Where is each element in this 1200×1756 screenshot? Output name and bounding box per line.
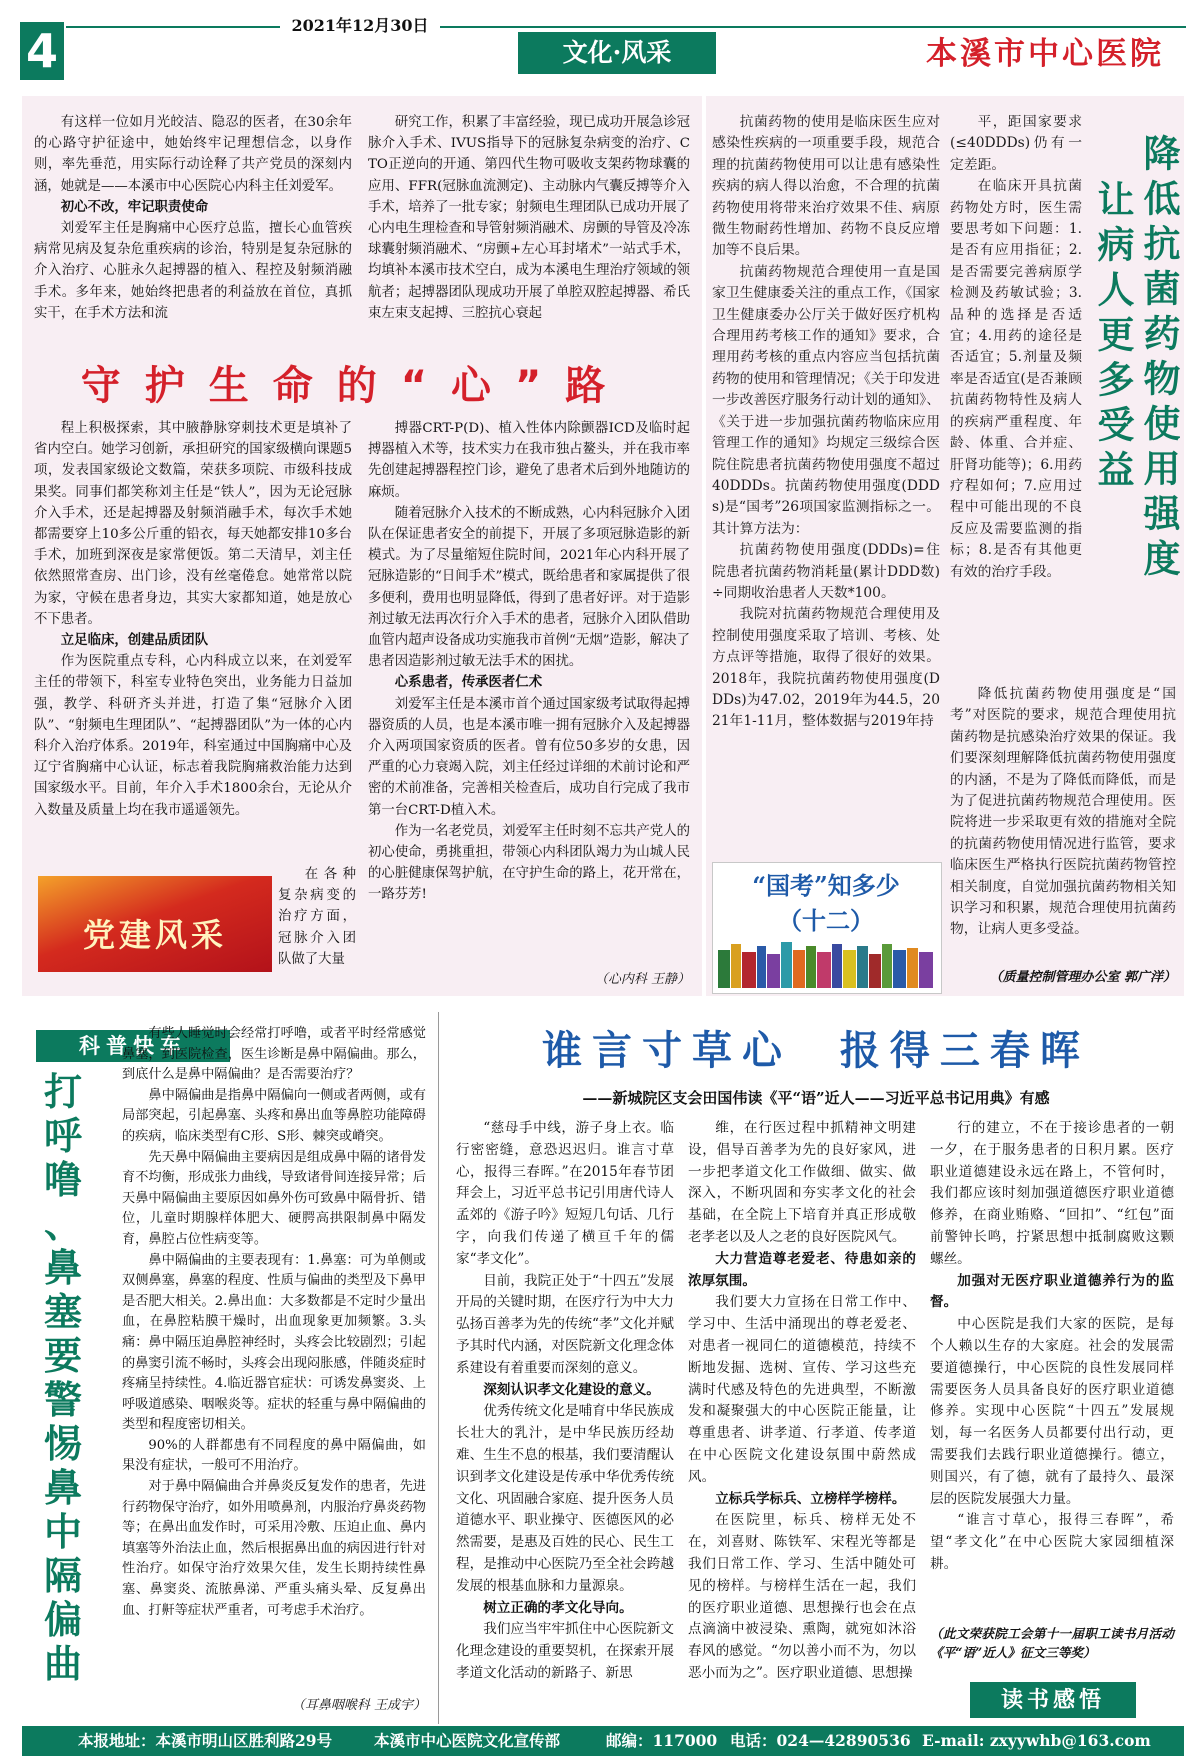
paragraph: “谁言寸草心，报得三春晖”，希望“孝文化”在中心医院大家园细植深耕。 bbox=[930, 1512, 1174, 1572]
s1-byline: （心内科 王静） bbox=[594, 972, 690, 987]
s4-col2 bbox=[688, 1118, 916, 1716]
book bbox=[806, 946, 816, 988]
book bbox=[793, 950, 805, 988]
header-rule bbox=[66, 26, 1186, 28]
book bbox=[843, 950, 856, 988]
s4-col1 bbox=[456, 1118, 674, 1716]
paragraph: 目前，我院正处于“十四五”发展开局的关键时期，在医疗行为中大力弘扬百善孝为先的传统“孝”文化并赋予其时代内涵，对医院新文化理念体系建设有着重要而深刻的意义。 bbox=[456, 1272, 674, 1376]
headline-char: 隔 bbox=[43, 1554, 82, 1598]
book bbox=[817, 952, 831, 988]
paragraph: 在医院里，标兵、榜样无处不在，刘喜财、陈铁军、宋程光等都是我们日常工作、学习、生活中随处可见的榜样。与榜样生活在一起，我们的医疗职业道德、思想操行也会在点点滴滴中被浸染、熏陶，就宛如沐浴春风的感觉。“勿以善小而不为，勿以恶小而为之”。医疗职业道德、思想操 bbox=[688, 1512, 916, 1681]
subhead: 初心不改，牢记职责使命 bbox=[60, 198, 209, 215]
paragraph: 作为一名老党员，刘爱军主任时刻不忘共产党人的初心使命，勇挑重担，带领心内科团队竭力为山城人民的心脏健康保驾护航，在守护生命的路上，花开常在，一路芬芳! bbox=[368, 823, 690, 903]
headline-char: 鼻 bbox=[43, 1466, 82, 1510]
headline-char: 打 bbox=[43, 1070, 82, 1114]
s1-headline: 守护生命的“心”路 bbox=[80, 363, 630, 409]
subhead: 立足临床，创建品质团队 bbox=[60, 632, 209, 649]
headline-char: 要 bbox=[43, 1334, 82, 1378]
paragraph: 中心医院是我们大家的医院，是每个人赖以生存的大家庭。社会的发展需要道德操行，中心医院的良性发展同样需要医务人员具备良好的医疗职业道德修养。实现中心医院“十四五”发展规划，每一名医务人员都要付出行动，更需要我们去践行职业道德操行。德立，则国兴，有了德，就有了最持久、最深层的医院发展强大力量。 bbox=[930, 1316, 1174, 1507]
headline-char: 惕 bbox=[43, 1422, 82, 1466]
s1-col1-tail bbox=[278, 864, 356, 984]
s4-col3 bbox=[930, 1118, 1174, 1618]
party-banner-text: 党建风采 bbox=[82, 916, 227, 954]
s4-headline: 谁言寸草心 报得三春晖 bbox=[542, 1028, 1090, 1074]
headline-char: 塞 bbox=[43, 1290, 82, 1334]
paragraph: 随着冠脉介入技术的不断成熟，心内科冠脉介入团队在保证患者安全的前提下，开展了多项冠脉造影的新模式。为了尽量缩短住院时间，2021年心内科开展了冠脉造影的“日间手术”模式，既给患者和家属提供了很多便利，费用也明显降低，得到了患者好评。对于造影剂过敏无法再次行介入手术的患者，冠脉介入团队借助血管内超声设备成功实施我市首例“无烟”造影，解决了患者因造影剂过敏无法手术的困扰。 bbox=[368, 505, 690, 670]
s1-col2-mid bbox=[368, 418, 690, 966]
paragraph: 作为医院重点专科，心内科成立以来，在刘爱军主任的带领下，科室专业特色突出，业务能力日益加强，教学、科研齐头并进，打造了集“冠脉介入团队”、“射频电生理团队”、“起搏器团队”为一体的心内科介入治疗体系。2019年，科室通过中国胸痛中心及辽宁省胸痛中心认证，标志着我院胸痛救治能力达到国家级水平。目前，年介入手术1800余台，无论从介入数量及质量上均在我市遥遥领先。 bbox=[34, 654, 352, 818]
headline-char: 呼 bbox=[43, 1114, 82, 1158]
book bbox=[907, 948, 918, 988]
paragraph: 在临床开具抗菌药物处方时，医生需要思考如下问题：1.是否有应用指征；2.是否需要完善病原学检测及药敏试验；3.品种的选择是否适宜；4.用药的途径是否适宜；5.剂量及频率是否适宜(是否兼顾抗菌药物特性及病人的疾病严重程度、年龄、体重、合并症、肝肾功能等)；6.用药疗程如何；7.应用过程中可能出现的不良反应及需要监测的指标；8.是否有其他更有效的治疗手段。 bbox=[950, 178, 1082, 580]
paragraph: 先天鼻中隔偏曲主要病因是组成鼻中隔的诸骨发育不均衡，形成张力曲线，导致诸骨间连接异常；后天鼻中隔偏曲主要原因如鼻外伤可致鼻中隔骨折、错位，儿童时期腺样体肥大、硬腭高拱限制鼻中隔发育，鼻腔占位性病变等。 bbox=[122, 1149, 426, 1247]
section-title: 文化·风采 bbox=[562, 38, 672, 67]
headline-char: 噜 bbox=[43, 1158, 82, 1202]
paragraph: 维，在行医过程中抓精神文明建设，倡导百善孝为先的良好家风，进一步把孝道文化工作做细、做实、做深入，不断巩固和夯实孝文化的社会基础，在全院上下培育并真正形成敬老孝老以及人之老的良好医院风气。 bbox=[688, 1120, 916, 1245]
s2-headline-line2: 让病人更多受益 bbox=[1091, 180, 1134, 495]
books-illustration bbox=[716, 940, 936, 988]
book bbox=[869, 954, 881, 988]
paragraph: 行的建立，不在于接诊患者的一朝一夕，在于服务患者的日积月累。医疗职业道德建设永远在路上，不管何时，我们都应该时刻加强道德医疗职业道德修养，在商业贿赂、“回扣”、“红包”面前警钟长鸣，拧紧思想中抵制腐败这颗螺丝。 bbox=[930, 1120, 1174, 1267]
paragraph: “慈母手中线，游子身上衣。临行密密缝，意恐迟迟归。谁言寸草心，报得三春晖。”在2015年春节团拜会上，习近平总书记引用唐代诗人孟郊的《游子吟》短短几句话、几行字，向我们传递了横亘千年的儒家“孝文化”。 bbox=[456, 1120, 674, 1267]
s2-col1 bbox=[712, 112, 940, 856]
paragraph: 优秀传统文化是哺育中华民族成长壮大的乳汁，是中华民族历经劫难、生生不息的根基，我们要清醒认识到孝文化建设是传承中华优秀传统文化、巩固融合家庭、提升医务人员道德水平、职业操守、医德医风的必然需要，是惠及百姓的民心、民生工程，是推动中心医院乃至全社会跨越发展的根基血脉和力量源泉。 bbox=[456, 1403, 674, 1594]
paragraph: 抗菌药物的使用是临床医生应对感染性疾病的一项重要手段，规范合理的抗菌药物使用可以让患有感染性疾病的病人得以治愈，不合理的抗菌药物使用将带来治疗效果不佳、病原微生物耐药性增加、药物不良反应增加等不良后果。 bbox=[712, 114, 940, 259]
footer-email: E-mail: zxyywhb@163.com bbox=[922, 1731, 1151, 1750]
paragraph: 研究工作，积累了丰富经验，现已成功开展急诊冠脉介入手术、IVUS指导下的冠脉复杂病变的治疗、CTO正逆向的开通、第四代生物可吸收支架药物球囊的应用、FFR(冠脉血流测定)、主动脉内气囊反搏等介入手术，培养了一批专家；射频电生理团队已成功开展了心内电生理检查和导管射频消融术、房颤的导管及冷冻球囊射频消融术、“房颤+左心耳封堵术”一站式手术，均填补本溪市技术空白，成为本溪电生理治疗领域的领航者；起搏器团队现成功开展了单腔双腔起搏器、希氏束左束支起搏、三腔抗心衰起 bbox=[368, 115, 690, 321]
headline-char: 警 bbox=[43, 1378, 82, 1422]
paragraph: 在各种复杂病变的治疗方面，冠脉介入团队做了大量 bbox=[278, 867, 356, 967]
paragraph: 刘爱军主任是本溪市首个通过国家级考试取得起搏器资质的人员，也是本溪市唯一拥有冠脉介入及起搏器介入两项国家资质的医者。曾有位50多岁的女患，因严重的心力衰竭入院，刘主任经过详细的术前讨论和严密的术前准备，完善相关检查后，成功自行完成了我市第一台CRT-D植入术。 bbox=[368, 696, 690, 818]
subhead: 加强对无医疗职业道德养行为的监督。 bbox=[930, 1272, 1174, 1311]
paragraph: 我们应当牢牢抓住中心医院新文化理念建设的重要契机，在探索开展孝道文化活动的新路子、新思 bbox=[456, 1621, 674, 1681]
footer-address: 本报地址：本溪市明山区胜利路29号 bbox=[78, 1731, 333, 1750]
headline-char: 中 bbox=[43, 1510, 82, 1554]
subhead: 深刻认识孝文化建设的意义。 bbox=[483, 1381, 660, 1398]
paragraph: 程上积极探索，其中腋静脉穿刺技术更是填补了省内空白。她学习创新，承担研究的国家级横向课题5项，发表国家级论文数篇，荣获多项院、市级科技成果奖。同事们都笑称刘主任是“铁人”，因为无论冠脉介入手术，还是起搏器及射频消融手术，每次手术她都需要穿上10多公斤重的铅衣，每天她都安排10多台手术，加班到深夜是家常便饭。第二天清早，刘主任依然照常查房、出门诊，没有丝毫倦怠。她常常以院为家，守候在患者身边，其实大家都知道，她是放心不下患者。 bbox=[34, 421, 352, 627]
book bbox=[767, 954, 780, 988]
headline-char: 偏 bbox=[43, 1598, 82, 1642]
s3-headline bbox=[36, 1070, 90, 1694]
footer-publisher: 本溪市中心医院文化宣传部 bbox=[374, 1731, 561, 1750]
paragraph: 有些人睡觉时会经常打呼噜，或者平时经常感觉鼻塞，到医院检查，医生诊断是鼻中隔偏曲。那么，到底什么是鼻中隔偏曲？是否需要治疗？ bbox=[122, 1026, 426, 1083]
page-number: 4 bbox=[25, 24, 58, 78]
header-date: 2021年12月30日 bbox=[280, 14, 440, 38]
paragraph: 我们要大力宣扬在日常工作中、学习中、生活中涌现出的尊老爱老、对患者一视同仁的道德模范，持续不断地发掘、选树、宣传、学习这些充满时代感及特色的先进典型，不断激发和凝聚强大的中心医院正能量，让尊重患者、讲孝道、行孝道、传孝道在中心医院文化建设氛围中蔚然成风。 bbox=[688, 1294, 916, 1485]
subhead: 立标兵学标兵、立榜样学榜样。 bbox=[715, 1490, 906, 1507]
book bbox=[893, 950, 906, 988]
footer-phone: 电话：024—42890536 bbox=[730, 1731, 911, 1750]
s2-col2b bbox=[950, 684, 1176, 962]
s2-headline-line1: 降低抗菌药物使用强度 bbox=[1137, 134, 1180, 584]
subhead: 大力营造尊老爱老、待患如亲的浓厚氛围。 bbox=[688, 1250, 916, 1289]
headline-char: 鼻 bbox=[43, 1246, 82, 1290]
book bbox=[781, 942, 792, 988]
paragraph: 抗菌药物规范合理使用一直是国家卫生健康委关注的重点工作，《国家卫生健康委办公厅关于做好医疗机构合理用药考核工作的通知》要求，合理用药考核的重点内容应当包括抗菌药物的使用和管理情况；《关于印发进一步改善医疗服务行动计划的通知》、《关于进一步加强抗菌药物临床应用管理工作的通知》均规定三级综合医院住院患者抗菌药物使用强度不超过40DDDs。抗菌药物使用强度(DDDs)是“国考”26项国家监测指标之一。其计算方法为： bbox=[712, 263, 940, 537]
paragraph: 降低抗菌药物使用强度是“国考”对医院的要求，规范合理使用抗菌药物是抗感染治疗效果的保证。我们要深刻理解降低抗菌药物使用强度的内涵，不是为了降低而降低，而是为了促进抗菌药物规范合理使用。医院将进一步采取更有效的措施对全院的抗菌药物使用情况进行监管，要求临床医生严格执行医院抗菌药物管控相关制度，自觉加强抗菌药物相关知识学习和积累，规范合理使用抗菌药物，让病人更多受益。 bbox=[950, 686, 1176, 938]
footer-postcode: 邮编：117000 bbox=[606, 1731, 718, 1750]
subhead: 心系患者，传承医者仁术 bbox=[394, 674, 543, 691]
book bbox=[757, 946, 766, 988]
book bbox=[857, 946, 868, 988]
book bbox=[718, 950, 730, 988]
paragraph: 搏器CRT-P(D)、植入性体内除颤器ICD及临时起搏器植入术等，技术实力在我市独占鳌头，并在我市率先创建起搏器程控门诊，避免了患者术后到外地随访的麻烦。 bbox=[368, 421, 690, 500]
s3-byline: （耳鼻咽喉科 王成宇） bbox=[291, 1698, 426, 1713]
headline-char: 、 bbox=[43, 1202, 82, 1246]
header-bar bbox=[0, 0, 1200, 84]
guokao-number: （十二） bbox=[778, 906, 874, 935]
reading-label: 读书感悟 bbox=[1000, 1687, 1105, 1713]
masthead: 本溪市中心医院 bbox=[926, 36, 1164, 72]
paragraph: 90%的人群都患有不同程度的鼻中隔偏曲，如果没有症状，一般可不用治疗。 bbox=[122, 1437, 426, 1474]
paragraph: 我院对抗菌药物规范合理使用及控制使用强度采取了培训、考核、处方点评等措施，取得了很好的效果。2018年，我院抗菌药物使用强度(DDDs)为47.02，2019年为44.5，2021年1-11月，整体数据与2019年持 bbox=[712, 606, 940, 730]
paragraph: 刘爱军主任是胸痛中心医疗总监，擅长心血管疾病常见病及复杂危重疾病的诊治，特别是复杂冠脉的介入治疗、心脏永久起搏器的植入、程控及射频消融手术。多年来，她始终把患者的利益放在首位，真抓实干，在手术方法和流 bbox=[34, 221, 352, 321]
paragraph: 平，距国家要求(≤40DDDs)仍有一定差距。 bbox=[950, 114, 1082, 173]
s1-col1-top bbox=[34, 112, 352, 344]
paragraph: 鼻中隔偏曲的主要表现有：1.鼻塞：可为单侧或双侧鼻塞，鼻塞的程度、性质与偏曲的类型及下鼻甲是否肥大相关。2.鼻出血：大多数都是不定时少量出血，在鼻腔粘膜干燥时，出血现象更加频繁。3.头痛：鼻中隔压迫鼻腔神经时，头疼会比较剧烈；引起的鼻窦引流不畅时，头疼会出现闷胀感，伴随炎症时疼痛呈持续性。4.临近器官症状：可诱发鼻窦炎、上呼吸道感染、咽喉炎等。症状的轻重与鼻中隔偏曲的类型和程度密切相关。 bbox=[122, 1252, 426, 1433]
book bbox=[832, 944, 842, 988]
guokao-title: “国考”知多少 bbox=[752, 871, 900, 900]
s4-subtitle: ——新城院区支会田国伟读《平“语”近人——习近平总书记用典》有感 bbox=[582, 1089, 1050, 1107]
s2-byline: （质量控制管理办公室 郭广洋） bbox=[989, 970, 1176, 985]
book bbox=[882, 944, 892, 988]
book bbox=[742, 952, 756, 988]
book bbox=[731, 944, 741, 988]
paragraph: 对于鼻中隔偏曲合并鼻炎反复发作的患者，先进行药物保守治疗，如外用喷鼻剂，内服治疗鼻炎药物等；在鼻出血发作时，可采用冷敷、压迫止血、鼻内填塞等外治法止血，然后根据鼻出血的病因进行针对性治疗。如保守治疗效果欠佳，发生长期持续性鼻塞、鼻窦炎、流脓鼻涕、严重头痛头晕、反复鼻出血、打鼾等症状严重者，可考虑手术治疗。 bbox=[122, 1479, 426, 1618]
kepu-label: 科普快车 bbox=[79, 1033, 187, 1058]
paragraph: 鼻中隔偏曲是指鼻中隔偏向一侧或者两侧，或有局部突起，引起鼻塞、头疼和鼻出血等鼻腔功能障碍的疾病，临床类型有C形、S形、棘突或嵴突。 bbox=[122, 1087, 426, 1144]
s1-col1-mid bbox=[34, 418, 352, 864]
paragraph: 抗菌药物使用强度(DDDs)=住院患者抗菌药物消耗量(累计DDD数)÷同期收治患者人天数*100。 bbox=[712, 542, 940, 601]
s3-body bbox=[122, 1024, 426, 1686]
s4-byline: （此文荣获院工会第十一届职工读书月活动《平“语”近人》征文三等奖） bbox=[930, 1626, 1174, 1660]
s2-col2 bbox=[950, 112, 1082, 680]
subhead: 树立正确的孝文化导向。 bbox=[483, 1599, 633, 1616]
column-divider bbox=[438, 1012, 439, 1724]
headline-char: 曲 bbox=[43, 1642, 82, 1686]
s1-col2-top bbox=[368, 112, 690, 344]
book bbox=[919, 952, 933, 988]
paragraph: 有这样一位如月光皎洁、隐忍的医者，在30余年的心路守护征途中，她始终牢记理想信念，以身作则，率先垂范，用实际行动诠释了共产党员的深刻内涵，她就是——本溪市中心医院心内科主任刘爱军。 bbox=[34, 115, 352, 194]
